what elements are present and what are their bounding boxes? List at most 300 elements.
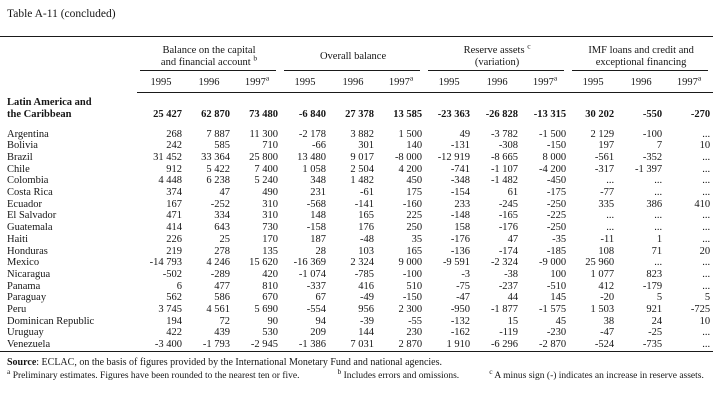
value-cell: 219 [166, 245, 182, 257]
value-cell: -174 [498, 245, 519, 257]
value-cell: ... [702, 175, 711, 187]
value-cell: ... [702, 128, 711, 140]
value-cell: -175 [546, 187, 567, 199]
table-header [0, 37, 713, 93]
value-cell: 1 [656, 233, 663, 245]
value-cell: 15 620 [249, 257, 279, 269]
value-cell: 233 [454, 198, 471, 210]
value-cell: -23 363 [437, 109, 471, 120]
column-group-header: IMF loans and credit and exceptional financing [569, 37, 713, 72]
value-cell: 231 [310, 187, 327, 199]
value-cell: 1 503 [590, 304, 615, 316]
value-cell: -3 [461, 268, 471, 280]
value-cell: -8 665 [490, 151, 519, 163]
value-cell: -131 [450, 140, 471, 152]
value-cell: -38 [504, 268, 519, 280]
value-cell: -16 369 [293, 257, 327, 269]
value-cell: 25 960 [585, 257, 615, 269]
value-cell: -1 386 [298, 339, 327, 351]
row-label: El Salvador [7, 210, 57, 222]
value-cell: -2 870 [538, 339, 567, 351]
country-column-spacer [0, 37, 137, 72]
value-cell: -4 200 [538, 163, 567, 175]
value-cell: 420 [262, 268, 279, 280]
value-cell: -160 [402, 198, 423, 210]
value-cell: -13 315 [533, 109, 567, 120]
value-cell: -502 [162, 268, 182, 280]
value-cell: 5 240 [254, 175, 279, 187]
value-cell: -1 482 [490, 175, 519, 187]
value-cell: 24 [651, 315, 663, 327]
value-cell: 2 504 [350, 163, 375, 175]
value-cell: 422 [166, 327, 182, 339]
value-cell: -2 324 [490, 257, 519, 269]
value-cell: ... [654, 187, 663, 199]
footnote-c-marker: c [489, 366, 493, 376]
value-cell: 145 [550, 292, 567, 304]
value-cell: 13 585 [393, 109, 423, 120]
value-cell: 3 882 [350, 128, 375, 140]
value-cell: 710 [262, 140, 279, 152]
value-cell: -55 [408, 315, 423, 327]
value-cell: 585 [214, 140, 230, 152]
value-cell: 25 [219, 233, 230, 245]
table-row [0, 257, 713, 269]
total-row [0, 93, 713, 129]
value-cell: -61 [360, 187, 375, 199]
value-cell: -1 500 [538, 128, 567, 140]
value-cell: -1 793 [202, 339, 230, 351]
year-header: 1997$^a$ [233, 71, 281, 93]
year-header: 1997$^a$ [377, 71, 425, 93]
value-cell: 25 427 [153, 109, 182, 120]
data-table [0, 36, 713, 352]
value-cell: 67 [315, 292, 327, 304]
value-cell: -230 [546, 327, 567, 339]
value-cell: -225 [546, 210, 567, 222]
value-cell: -26 828 [485, 109, 519, 120]
value-cell: 348 [310, 175, 327, 187]
value-cell: 47 [219, 187, 230, 199]
value-cell: 477 [214, 280, 230, 292]
table-row [0, 304, 713, 316]
value-cell: -25 [648, 327, 663, 339]
value-cell: -9 000 [538, 257, 567, 269]
value-cell: -510 [546, 280, 567, 292]
value-cell: 8 000 [542, 151, 567, 163]
value-cell: 144 [358, 327, 375, 339]
value-cell: -132 [450, 315, 471, 327]
value-cell: 5 690 [254, 304, 279, 316]
value-cell: 416 [358, 280, 375, 292]
value-cell: 439 [214, 327, 230, 339]
table-row [0, 316, 713, 328]
row-label: Nicaragua [7, 268, 51, 280]
value-cell: 27 378 [345, 109, 375, 120]
value-cell: ... [702, 327, 711, 339]
value-cell: -561 [594, 151, 615, 163]
value-cell: 250 [406, 222, 423, 234]
value-cell: 38 [603, 315, 615, 327]
table-row [0, 210, 713, 222]
value-cell: 386 [646, 198, 663, 210]
value-cell: 100 [550, 268, 567, 280]
value-cell: ... [654, 222, 663, 234]
footnote-b-text: Includes errors and omissions. [343, 370, 460, 381]
value-cell: ... [654, 257, 663, 269]
value-cell: ... [702, 163, 711, 175]
value-cell: 912 [166, 163, 182, 175]
value-cell: -2 945 [250, 339, 279, 351]
value-cell: -14 793 [149, 257, 182, 269]
value-cell: -12 919 [437, 151, 471, 163]
value-cell: 72 [219, 315, 230, 327]
value-cell: 450 [406, 175, 423, 187]
row-label: Haiti [7, 233, 28, 245]
value-cell: -176 [450, 233, 471, 245]
value-cell: -270 [690, 109, 711, 120]
year-header: 1995 [569, 71, 617, 93]
value-cell: ... [702, 210, 711, 222]
value-cell: 226 [166, 233, 182, 245]
value-cell: 73 480 [249, 109, 279, 120]
row-label: Panama [7, 280, 41, 292]
value-cell: 135 [262, 245, 279, 257]
value-cell: 1 482 [350, 175, 375, 187]
value-cell: 5 [704, 292, 711, 304]
value-cell: 20 [699, 245, 711, 257]
value-cell: 47 [507, 233, 519, 245]
value-cell: 158 [454, 222, 471, 234]
value-cell: 140 [406, 140, 423, 152]
value-cell: 1 058 [302, 163, 327, 175]
table-title: Table A-11 (concluded) [7, 8, 116, 20]
value-cell: 2 870 [398, 339, 423, 351]
value-cell: -162 [450, 327, 471, 339]
value-cell: 167 [166, 198, 182, 210]
value-cell: -554 [306, 304, 327, 316]
value-cell: 1 500 [398, 128, 423, 140]
value-cell: 1 910 [446, 339, 471, 351]
row-label: Mexico [7, 257, 40, 269]
value-cell: 6 238 [206, 175, 230, 187]
source-text: : ECLAC, on the basis of figures provided by the International Monetary Fund and national agencies. [36, 356, 443, 368]
footnote-c-text: A minus sign (-) indicates an increase in reserve assets. [494, 370, 704, 381]
year-header: 1997$^a$ [665, 71, 713, 93]
value-cell: ... [702, 233, 711, 245]
value-cell: -317 [594, 163, 615, 175]
value-cell: -568 [306, 198, 327, 210]
table-row [0, 164, 713, 176]
value-cell: 103 [358, 245, 375, 257]
value-cell: -237 [498, 280, 519, 292]
year-header: 1995 [137, 71, 185, 93]
value-cell: 4 448 [158, 175, 182, 187]
value-cell: 175 [406, 187, 423, 199]
value-cell: 209 [310, 327, 327, 339]
value-cell: 49 [459, 128, 471, 140]
table-row [0, 269, 713, 281]
footnote-b [337, 366, 460, 381]
value-cell: -348 [450, 175, 471, 187]
footnote-reference: b [253, 53, 258, 62]
value-cell: 45 [555, 315, 567, 327]
value-cell: -176 [498, 222, 519, 234]
source-label: Source [7, 356, 37, 368]
value-cell: 35 [411, 233, 423, 245]
value-cell: -47 [600, 327, 615, 339]
row-label: Chile [7, 163, 30, 175]
value-cell: -550 [642, 109, 663, 120]
value-cell: -150 [402, 292, 423, 304]
value-cell: -119 [499, 327, 519, 339]
year-header: 1996 [329, 71, 377, 93]
value-cell: -308 [498, 140, 519, 152]
year-header: 1996 [185, 71, 233, 93]
value-cell: -1 107 [490, 163, 519, 175]
row-label: Uruguay [7, 327, 44, 339]
value-cell: 15 [507, 315, 519, 327]
value-cell: 2 300 [398, 304, 423, 316]
value-cell: -1 074 [298, 268, 327, 280]
value-cell: -250 [546, 222, 567, 234]
value-cell: 643 [214, 222, 230, 234]
row-label: Brazil [7, 151, 33, 163]
value-cell: -1 397 [634, 163, 663, 175]
value-cell: 170 [262, 233, 279, 245]
value-cell: 412 [598, 280, 615, 292]
value-cell: 268 [166, 128, 182, 140]
footnote-a [7, 366, 300, 381]
footnote-c [489, 366, 704, 381]
table-row [0, 339, 713, 351]
footnote-b-marker: b [337, 366, 342, 376]
value-cell: -950 [450, 304, 471, 316]
value-cell: -3 782 [490, 128, 519, 140]
value-cell: ... [702, 151, 711, 163]
value-cell: -450 [546, 175, 567, 187]
value-cell: -100 [402, 268, 423, 280]
value-cell: -9 591 [442, 257, 471, 269]
row-label: Peru [7, 304, 27, 316]
row-label: Guatemala [7, 222, 53, 234]
value-cell: ... [702, 257, 711, 269]
value-cell: -35 [552, 233, 567, 245]
value-cell: 230 [406, 327, 423, 339]
value-cell: 2 324 [350, 257, 375, 269]
value-cell: -2 178 [298, 128, 327, 140]
value-cell: -250 [546, 198, 567, 210]
value-cell: 11 300 [249, 128, 279, 140]
value-cell: ... [702, 280, 711, 292]
year-header: 1996 [473, 71, 521, 93]
value-cell: -75 [456, 280, 471, 292]
value-cell: 44 [507, 292, 519, 304]
value-cell: -136 [450, 245, 471, 257]
value-cell: -524 [594, 339, 615, 351]
value-cell: 310 [262, 198, 279, 210]
value-cell: 94 [315, 315, 327, 327]
value-cell: 7 031 [350, 339, 375, 351]
value-cell: -352 [642, 151, 663, 163]
value-cell: 530 [262, 327, 279, 339]
year-header: 1996 [617, 71, 665, 93]
table-row [0, 199, 713, 211]
value-cell: 194 [166, 315, 182, 327]
value-cell: -150 [546, 140, 567, 152]
value-cell: 165 [358, 210, 375, 222]
value-cell: 7 [656, 140, 663, 152]
table-footer [0, 352, 714, 383]
value-cell: -337 [306, 280, 327, 292]
value-cell: 165 [406, 245, 423, 257]
value-cell: 374 [166, 187, 182, 199]
footnotes [7, 366, 706, 383]
value-cell: 410 [694, 198, 711, 210]
value-cell: 4 200 [398, 163, 423, 175]
value-cell: 730 [262, 222, 279, 234]
value-cell: 335 [598, 198, 615, 210]
value-cell: 4 246 [206, 257, 230, 269]
value-cell: 956 [358, 304, 375, 316]
value-cell: -49 [360, 292, 375, 304]
year-header: 1997$^a$ [521, 71, 569, 93]
value-cell: 225 [406, 210, 423, 222]
value-cell: -141 [354, 198, 375, 210]
value-cell: 510 [406, 280, 423, 292]
table-row [0, 281, 713, 293]
value-cell: ... [702, 339, 711, 351]
value-cell: -185 [546, 245, 567, 257]
row-label: Ecuador [7, 198, 42, 210]
value-cell: 10 [699, 140, 711, 152]
value-cell: -8 000 [394, 151, 423, 163]
value-cell: 1 077 [590, 268, 615, 280]
value-cell: 2 129 [590, 128, 615, 140]
table-row [0, 234, 713, 246]
country-column-spacer [0, 71, 137, 93]
table-row [0, 246, 713, 258]
value-cell: 7 887 [206, 128, 230, 140]
value-cell: ... [654, 210, 663, 222]
value-cell: ... [702, 222, 711, 234]
value-cell: 108 [598, 245, 615, 257]
value-cell: 3 745 [158, 304, 182, 316]
value-cell: 13 480 [297, 151, 327, 163]
value-cell: -158 [306, 222, 327, 234]
value-cell: -100 [642, 128, 663, 140]
row-label: Colombia [7, 175, 49, 187]
value-cell: -6 840 [298, 109, 327, 120]
value-cell: 562 [166, 292, 182, 304]
table-row [0, 175, 713, 187]
table-row [0, 140, 713, 152]
row-label: Latin America and the Caribbean [7, 96, 92, 120]
value-cell: -20 [600, 292, 615, 304]
value-cell: -3 400 [154, 339, 182, 351]
value-cell: 5 422 [206, 163, 230, 175]
table-row [0, 187, 713, 199]
value-cell: 9 000 [398, 257, 423, 269]
value-cell: 670 [262, 292, 279, 304]
footnote-a-text: Preliminary estimates. Figures have been rounded to the nearest ten or five. [12, 370, 300, 381]
value-cell: -1 575 [538, 304, 567, 316]
table-row [0, 129, 713, 141]
value-cell: 414 [166, 222, 182, 234]
value-cell: 33 364 [201, 151, 230, 163]
footnote-reference: a [553, 73, 558, 83]
footnote-reference: c [527, 41, 531, 51]
column-group-header: Reserve assets $^c$ (variation) [425, 37, 569, 72]
value-cell: ... [606, 222, 615, 234]
year-header-row [0, 71, 713, 93]
value-cell: -245 [498, 198, 519, 210]
table-row [0, 152, 713, 164]
value-cell: 28 [315, 245, 327, 257]
column-group-row [0, 37, 713, 72]
value-cell: ... [606, 175, 615, 187]
value-cell: 5 [656, 292, 663, 304]
row-label: Venezuela [7, 339, 51, 351]
value-cell: ... [606, 210, 615, 222]
row-label: Costa Rica [7, 187, 53, 199]
table-row [0, 292, 713, 304]
value-cell: ... [702, 268, 711, 280]
value-cell: -148 [450, 210, 471, 222]
value-cell: 310 [262, 210, 279, 222]
table-body [0, 93, 713, 352]
value-cell: 6 [176, 280, 182, 292]
value-cell: ... [654, 175, 663, 187]
value-cell: 25 800 [249, 151, 279, 163]
value-cell: ... [702, 187, 711, 199]
value-cell: 176 [358, 222, 375, 234]
value-cell: 197 [598, 140, 615, 152]
value-cell: 187 [310, 233, 327, 245]
value-cell: -77 [600, 187, 615, 199]
value-cell: 586 [214, 292, 230, 304]
footnote-reference: a [409, 73, 414, 83]
row-label: Bolivia [7, 140, 38, 152]
row-label: Honduras [7, 245, 48, 257]
footnote-a-marker: a [7, 366, 11, 376]
value-cell: -66 [312, 140, 327, 152]
value-cell: 278 [214, 245, 230, 257]
table-row [0, 327, 713, 339]
value-cell: 471 [166, 210, 182, 222]
value-cell: -735 [642, 339, 663, 351]
value-cell: -6 296 [490, 339, 519, 351]
value-cell: 10 [699, 315, 711, 327]
value-cell: -165 [498, 210, 519, 222]
column-group-header: Balance on the capital and financial account $^b$ [137, 37, 281, 72]
value-cell: 30 202 [585, 109, 615, 120]
value-cell: 810 [262, 280, 279, 292]
value-cell: -289 [210, 268, 230, 280]
footnote-reference: a [265, 73, 270, 83]
column-group-header: Overall balance [281, 37, 425, 72]
value-cell: 823 [646, 268, 663, 280]
value-cell: -48 [360, 233, 375, 245]
row-label: Argentina [7, 128, 49, 140]
value-cell: 61 [507, 187, 519, 199]
value-cell: 301 [358, 140, 375, 152]
value-cell: 4 561 [206, 304, 230, 316]
row-label: Dominican Republic [7, 315, 95, 327]
row-label: Paraguay [7, 292, 47, 304]
value-cell: 31 452 [153, 151, 182, 163]
value-cell: 71 [651, 245, 663, 257]
